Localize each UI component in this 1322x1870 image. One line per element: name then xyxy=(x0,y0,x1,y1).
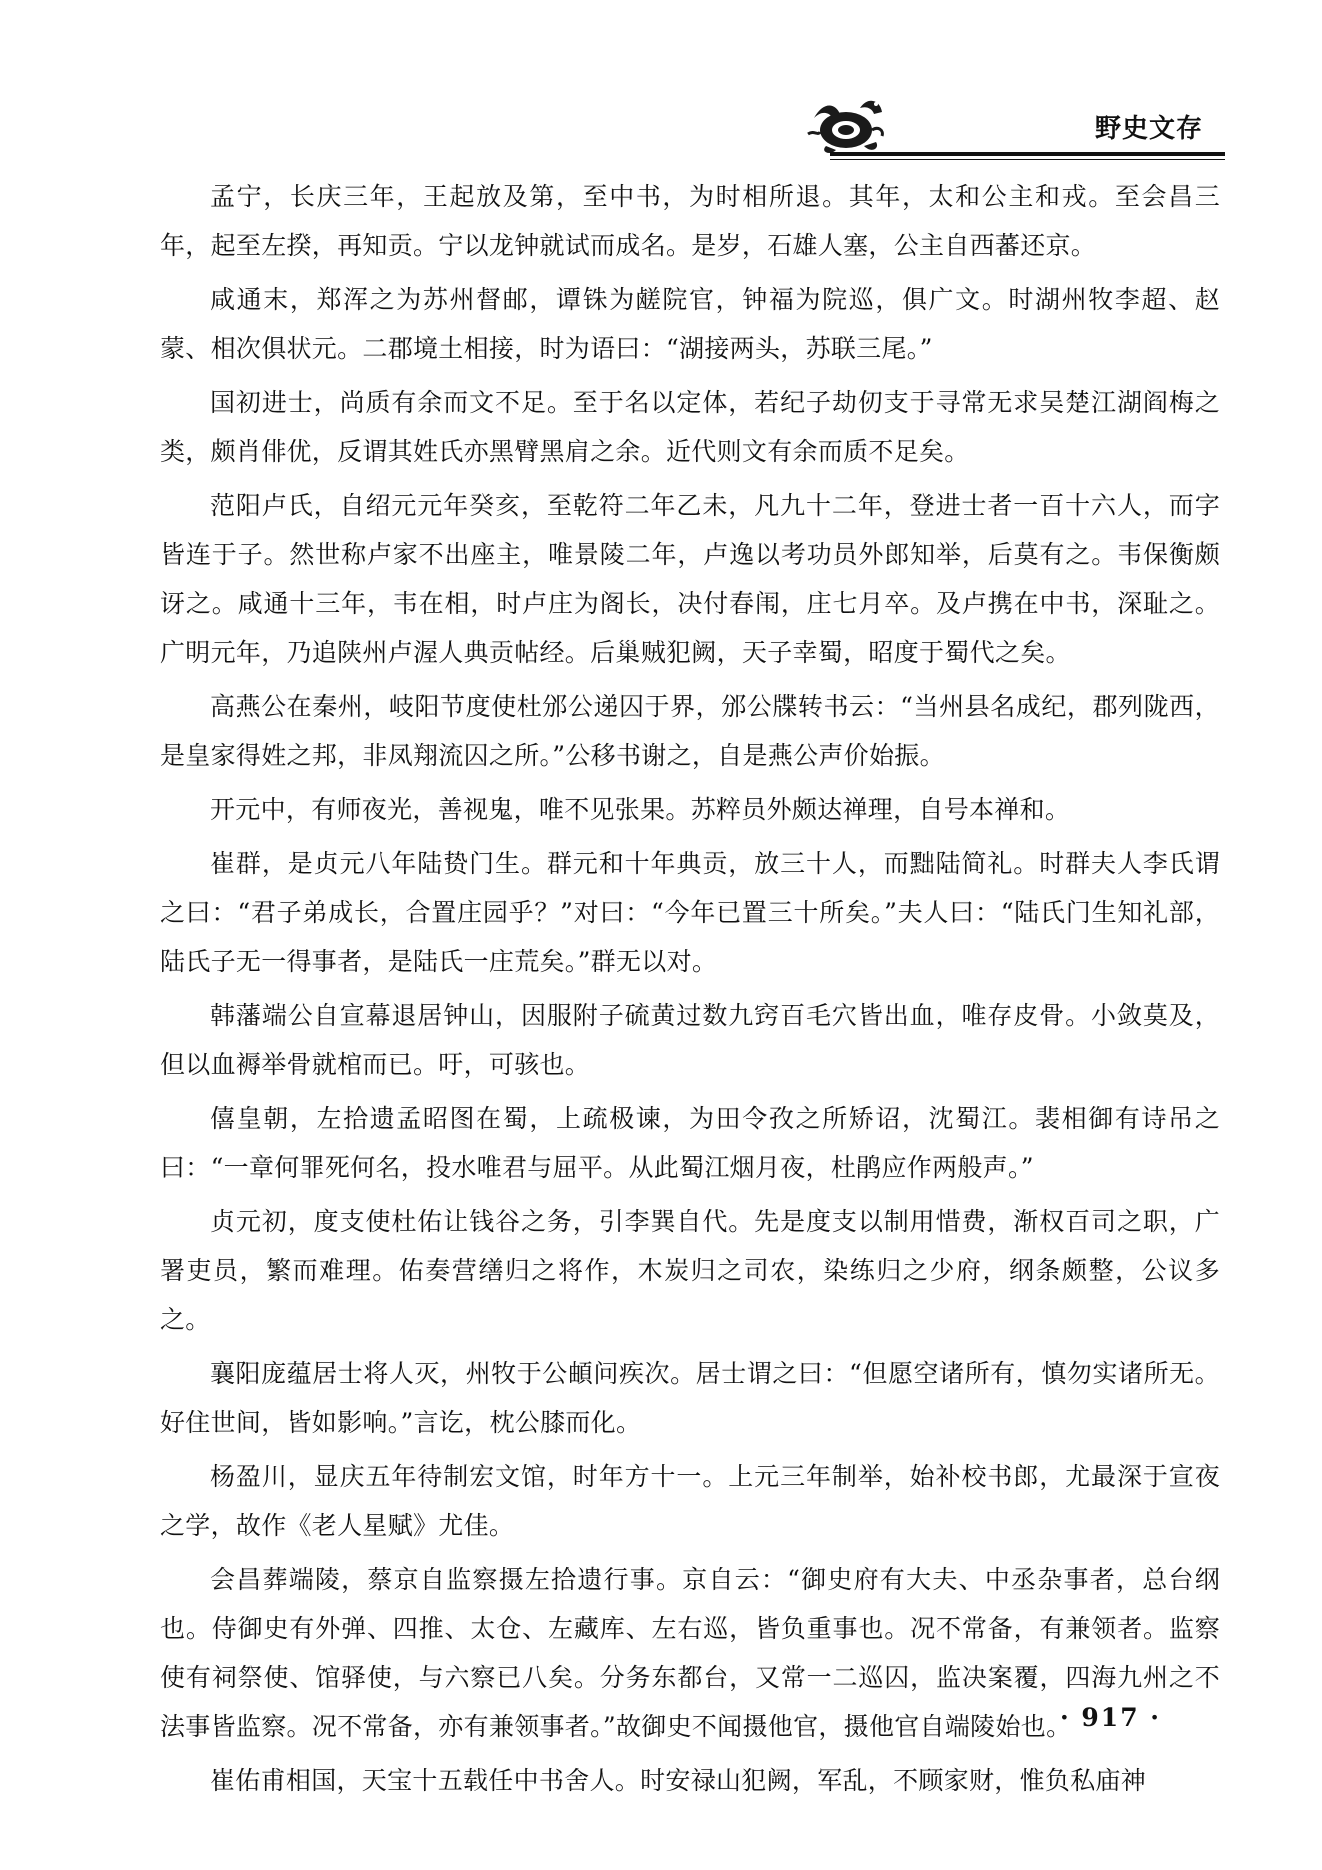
paragraph: 咸通末，郑浑之为苏州督邮，谭铢为鹾院官，钟福为院巡，俱广文。时湖州牧李超、赵蒙、相次俱状元。二郡境土相接，时为语曰：“湖接两头，苏联三尾。” xyxy=(160,285,1220,363)
page-header xyxy=(0,0,1322,170)
header-rule-thin xyxy=(830,159,1225,160)
paragraph: 高燕公在秦州，岐阳节度使杜邠公递囚于界，邠公牒转书云：“当州县名成纪，郡列陇西，是皇家得姓之邦，非凤翔流囚之所。”公移书谢之，自是燕公声价始振。 xyxy=(160,692,1220,770)
running-title: 野史文存 xyxy=(1095,114,1204,144)
paragraph: 会昌葬端陵，蔡京自监察摄左拾遗行事。京自云：“御史府有大夫、中丞杂事者，总台纲也。侍御史有外弹、四推、太仓、左藏库、左右巡，皆负重事也。况不常备，有兼领者。监察使有祠祭使、馆驿使，与六察已八矣。分务东都台，又常一二巡囚，监决案覆，四海九州之不法事皆监察。况不常备，亦有兼领事者。”故御史不闻摄他官，摄他官自端陵始也。 xyxy=(160,1565,1220,1741)
paragraph: 僖皇朝，左拾遗孟昭图在蜀，上疏极谏，为田令孜之所矫诏，沈蜀江。裴相御有诗吊之曰：“一章何罪死何名，投水唯君与屈平。从此蜀江烟月夜，杜鹃应作两般声。” xyxy=(160,1104,1220,1182)
paragraph: 襄阳庞蕴居士将人灭，州牧于公頔问疾次。居士谓之曰：“但愿空诸所有，慎勿实诸所无。好住世间，皆如影响。”言讫，枕公膝而化。 xyxy=(160,1359,1220,1437)
paragraph: 贞元初，度支使杜佑让钱谷之务，引李巽自代。先是度支以制用惜费，渐权百司之职，广署吏员，繁而难理。佑奏营缮归之将作，木炭归之司农，染练归之少府，纲条颇整，公议多之。 xyxy=(160,1207,1220,1334)
dragon-emblem-icon xyxy=(806,90,886,158)
paragraph: 杨盈川，显庆五年待制宏文馆，时年方十一。上元三年制举，始补校书郎，尤最深于宣夜之学，故作《老人星赋》尤佳。 xyxy=(160,1462,1220,1540)
page-number: · 917 · xyxy=(1060,1703,1161,1732)
header-rule xyxy=(830,152,1225,156)
paragraph: 崔佑甫相国，天宝十五载任中书舍人。时安禄山犯阙，军乱，不顾家财，惟负私庙神 xyxy=(210,1766,1147,1795)
paragraph: 国初进士，尚质有余而文不足。至于名以定体，若纪子劫仞支于寻常无求吴楚江湖阎梅之类，颇肖俳优，反谓其姓氏亦黑臂黑肩之余。近代则文有余而质不足矣。 xyxy=(160,388,1220,466)
paragraph: 韩藩端公自宣幕退居钟山，因服附子硫黄过数九窍百毛穴皆出血，唯存皮骨。小敛莫及，但以血褥举骨就棺而已。吁，可骇也。 xyxy=(160,1001,1220,1079)
body-text xyxy=(160,172,1220,1810)
paragraph: 孟宁，长庆三年，王起放及第，至中书，为时相所退。其年，太和公主和戎。至会昌三年，起至左揆，再知贡。宁以龙钟就试而成名。是岁，石雄人塞，公主自西蕃还京。 xyxy=(160,182,1220,260)
paragraph: 范阳卢氏，自绍元元年癸亥，至乾符二年乙未，凡九十二年，登进士者一百十六人，而字皆连于子。然世称卢家不出座主，唯景陵二年，卢逸以考功员外郎知举，后莫有之。韦保衡颇讶之。咸通十三年，韦在相，时卢庄为阁长，决付春闱，庄七月卒。及卢携在中书，深耻之。广明元年，乃追陕州卢渥人典贡帖经。后巢贼犯阙，天子幸蜀，昭度于蜀代之矣。 xyxy=(160,491,1220,667)
paragraph: 崔群，是贞元八年陆贽门生。群元和十年典贡，放三十人，而黜陆简礼。时群夫人李氏谓之曰：“君子弟成长，合置庄园乎？”对曰：“今年已置三十所矣。”夫人曰：“陆氏门生知礼部，陆氏子无一得事者，是陆氏一庄荒矣。”群无以对。 xyxy=(160,849,1220,976)
paragraph: 开元中，有师夜光，善视鬼，唯不见张果。苏粹员外颇达禅理，自号本禅和。 xyxy=(210,795,1071,824)
